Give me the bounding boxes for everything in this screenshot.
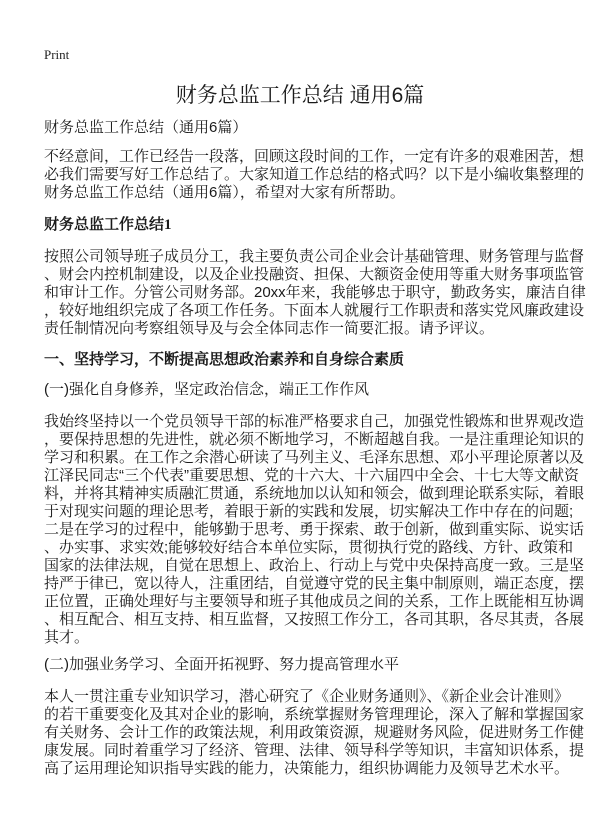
text-line: 、相互配合、相互支持、相互监督，又按照工作分工，各司其职，各尽其责，各展 [44, 611, 585, 628]
section-heading: 财务总监工作总结1 [44, 217, 172, 233]
text-line: 不经意间，工作已经告一段落，回顾这段时间的工作，一定有许多的艰难困苦，想 [44, 148, 585, 165]
text-line: 、办实事、求实效;能够较好结合本单位实际，贯彻执行党的路线、方针、政策和 [44, 539, 574, 556]
text-line: 财务总监工作总结（通用6篇），希望对大家有所帮助。 [44, 184, 405, 201]
text-line: 学习和积累。在工作之余潜心研读了马列主义、毛泽东思想、邓小平理论原著以及 [44, 449, 585, 466]
text-line: 其才。 [44, 629, 90, 646]
subsection2-paragraph [44, 688, 584, 778]
text-line: ，要保持思想的先进性，就必须不断地学习，不断超越自我。一是注重理论知识的 [44, 431, 585, 448]
text-line: 料，并将其精神实质融汇贯通，系统地加以认知和领会，做到理论联系实际，着眼 [44, 485, 585, 502]
text-line: 康发展。同时着重学习了经济、管理、法律、领导科学等知识，丰富知识体系，提 [44, 742, 585, 759]
text-line: 的若干重要变化及其对企业的影响，系统掌握财务管理理论，深入了解和掌握国家 [44, 706, 585, 723]
section1-paragraph [44, 248, 586, 338]
subtitle: 财务总监工作总结（通用6篇） [44, 119, 248, 136]
text-line: 本人一贯注重专业知识学习，潜心研究了《企业财务通则》、《新企业会计准则》 [44, 688, 570, 705]
text-line: 高了运用理论知识指导实践的能力，决策能力，组织协调能力及领导艺术水平。 [44, 760, 570, 777]
page-title: 财务总监工作总结 通用6篇 [175, 84, 425, 107]
text-line: 责任制情况向考察组领导及与会全体同志作一简要汇报。请予评议。 [44, 320, 495, 337]
subsection-heading: (二)加强业务学习、全面开拓视野、努力提高管理水平 [44, 656, 399, 673]
text-line: 按照公司领导班子成员分工，我主要负责公司企业会计基础管理、财务管理与监督 [44, 248, 585, 265]
part-heading: 一、坚持学习，不断提高思想政治素养和自身综合素质 [44, 352, 405, 368]
subsection-heading: (一)强化自身修养，坚定政治信念，端正工作作风 [44, 381, 369, 398]
text-line: ，较好地组织完成了各项工作任务。下面本人就履行工作职责和落实党风廉政建设 [44, 302, 585, 319]
text-line: 江泽民同志“三个代表”重要思想、党的十六大、十六届四中全会、十七大等文献资 [44, 467, 579, 484]
text-line: 有关财务、会计工作的政策法规，利用政策资源，规避财务风险，促进财务工作健 [44, 724, 585, 741]
intro-paragraph [44, 148, 584, 202]
subsection1-paragraph [44, 413, 584, 647]
text-line: 国家的法律法规，自觉在思想上、政治上、行动上与党中央保持高度一致。三是坚 [44, 557, 585, 574]
text-line: 于对现实问题的理论思考，着眼于新的实践和发展，切实解决工作中存在的问题; [44, 503, 574, 520]
text-line: 我始终坚持以一个党员领导干部的标准严格要求自己，加强党性锻炼和世界观改造 [44, 413, 585, 430]
text-line: 和审计工作。分管公司财务部。20xx年来，我能够忠于职守，勤政务实，廉洁自律 [44, 284, 586, 301]
text-line: 二是在学习的过程中，能够勤于思考、勇于探索、敢于创新，做到重实际、说实话 [44, 521, 585, 538]
text-line: 持严于律已，宽以待人，注重团结，自觉遵守党的民主集中制原则，端正态度，摆 [44, 575, 585, 592]
text-line: 正位置，正确处理好与主要领导和班子其他成员之间的关系，工作上既能相互协调 [44, 593, 585, 610]
text-line: 必我们需要写好工作总结了。大家知道工作总结的格式吗？以下是小编收集整理的 [44, 166, 585, 183]
print-link[interactable]: Print [44, 47, 70, 62]
text-line: 、财会内控机制建设，以及企业投融资、担保、大额资金使用等重大财务事项监管 [44, 266, 585, 283]
